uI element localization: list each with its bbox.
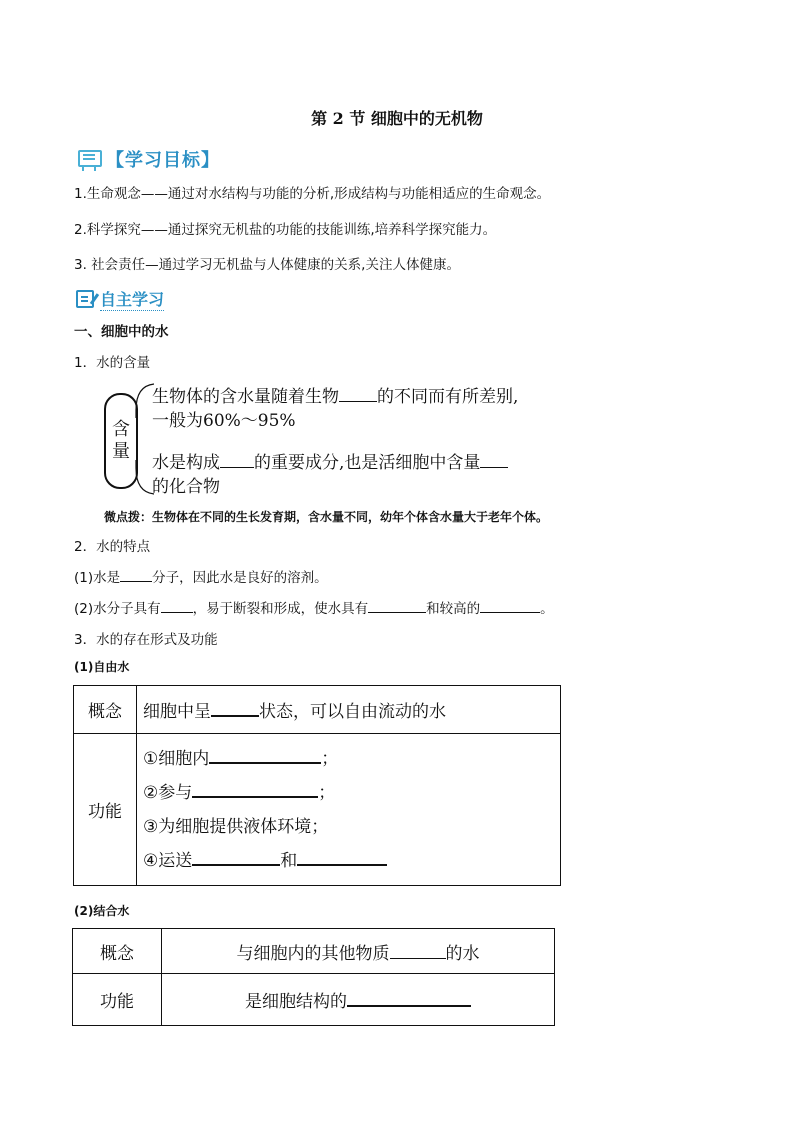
blank-biochemical-reactions[interactable] bbox=[192, 796, 318, 798]
blank-biology-type[interactable] bbox=[339, 401, 377, 402]
free-function-4: ④运送 和 bbox=[143, 844, 560, 878]
blank-metabolic-waste[interactable] bbox=[297, 864, 387, 866]
free-function-1: ①细胞内 ； bbox=[143, 748, 339, 769]
free-function-cell bbox=[137, 734, 561, 886]
feature-item-1: (1)水是 分子，因此水是良好的溶剂。 bbox=[74, 570, 328, 586]
water-features-heading: 2．水的特点 bbox=[74, 539, 151, 555]
bound-water-label: (2)结合水 bbox=[74, 904, 130, 918]
feature-item-2: (2)水分子具有 ，易于断裂和形成，使水具有 和较高的 。 bbox=[74, 601, 554, 617]
notepad-pencil-icon bbox=[76, 290, 94, 308]
free-concept-label: 概念 bbox=[74, 686, 137, 734]
water-forms-heading: 3．水的存在形式及功能 bbox=[74, 632, 218, 648]
self-study-header bbox=[76, 287, 164, 311]
bound-concept-cell: 与细胞内的其他物质 的水 bbox=[162, 929, 555, 974]
goal-item-1: 1.生命观念——通过对水结构与功能的分析,形成结构与功能相适应的生命观念。 bbox=[74, 186, 551, 202]
free-water-label: (1)自由水 bbox=[74, 660, 130, 674]
goal-item-2: 2.科学探究——通过探究无机盐的功能的技能训练,培养科学探究能力。 bbox=[74, 222, 497, 238]
blank-free-state[interactable] bbox=[211, 715, 259, 717]
goal-item-3: 3. 社会责任—通过学习无机盐与人体健康的关系,关注人体健康。 bbox=[74, 257, 460, 273]
page-title: 第 2 节 细胞中的无机物 bbox=[311, 109, 483, 128]
content-line-1: 生物体的含水量随着生物 的不同而有所差别, bbox=[152, 387, 519, 407]
free-function-3: ③为细胞提供液体环境； bbox=[143, 816, 329, 837]
learning-goals-title: 【学习目标】 bbox=[106, 150, 220, 171]
self-study-title: 自主学习 bbox=[100, 287, 164, 311]
section-water-heading: 一、细胞中的水 bbox=[74, 324, 169, 340]
learning-goals-header bbox=[74, 146, 220, 172]
content-line-2: 一般为60%～95% bbox=[152, 411, 296, 431]
blank-important-component[interactable] bbox=[347, 1005, 471, 1007]
water-content-heading: 1．水的含量 bbox=[74, 355, 151, 371]
content-line-4: 的化合物 bbox=[152, 477, 220, 497]
tip-note: 微点拨：生物体在不同的生长发育期，含水量不同，幼年个体含水量大于老年个体。 bbox=[104, 510, 549, 524]
free-water-table bbox=[73, 685, 561, 886]
blank-bound-combined[interactable] bbox=[390, 958, 446, 959]
blank-fluidity[interactable] bbox=[368, 612, 426, 613]
free-function-label: 功能 bbox=[74, 734, 137, 886]
bound-function-label: 功能 bbox=[73, 974, 162, 1026]
teaching-board-icon bbox=[74, 147, 104, 171]
bound-water-table bbox=[72, 928, 555, 1026]
content-line-3: 水是构成 的重要成分,也是活细胞中含量 bbox=[152, 448, 508, 473]
bound-concept-label: 概念 bbox=[73, 929, 162, 974]
bound-function-cell: 是细胞结构的 bbox=[162, 974, 555, 1026]
blank-most-abundant[interactable] bbox=[480, 467, 508, 468]
oval-char-2: 量 bbox=[112, 441, 130, 462]
blank-hydrogen-bond[interactable] bbox=[161, 612, 193, 613]
blank-polar[interactable] bbox=[120, 581, 152, 582]
oval-char-1: 含 bbox=[112, 419, 130, 440]
blank-good-solvent[interactable] bbox=[209, 762, 321, 764]
blank-specific-heat[interactable] bbox=[480, 612, 540, 613]
blank-nutrients[interactable] bbox=[192, 864, 280, 866]
free-concept-cell: 细胞中呈 状态，可以自由流动的水 bbox=[137, 686, 561, 734]
blank-cell-structure[interactable] bbox=[220, 467, 254, 468]
free-function-2: ②参与 ； bbox=[143, 782, 336, 803]
